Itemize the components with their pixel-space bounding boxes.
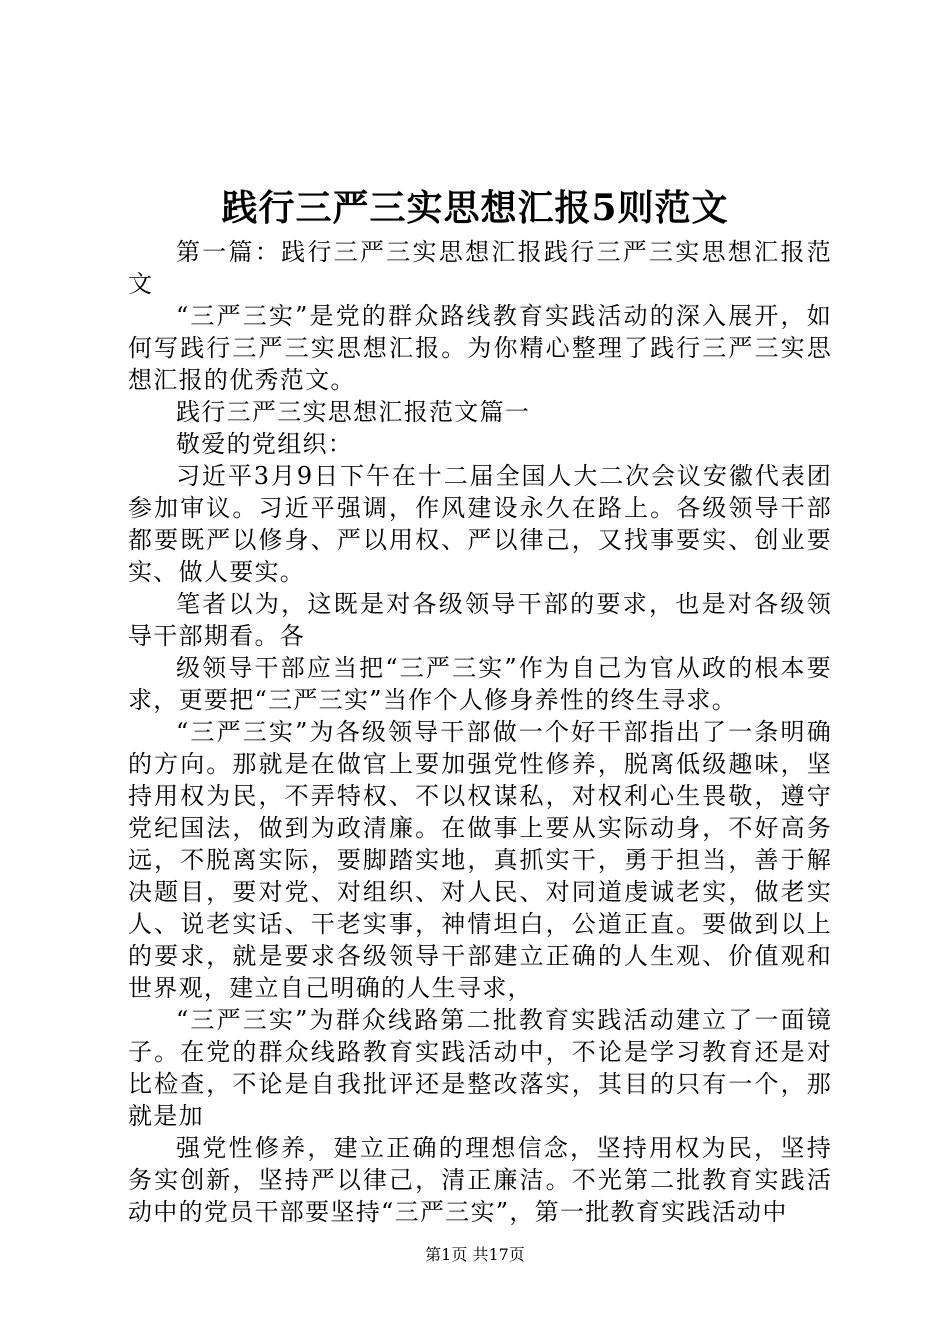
paragraph: “三严三实”为各级领导干部做一个好干部指出了一条明确的方向。那就是在做官上要加强党性修养，脱离低级趣味，坚持用权为民，不弄特权、不以权谋私，对权利心生畏敬，遵守党纪国法，做到为政清廉。在做事上要从实际动身，不好高务远，不脱离实际，要脚踏实地，真抓实干，勇于担当，善于解决题目，要对党、对组织、对人民、对同道虔诚老实，做老实人、说老实话、干老实事，神情坦白，公道正直。要做到以上的要求，就是要求各级领导干部建立正确的人生观、价值观和世界观，建立自己明确的人生寻求，: [128, 718, 832, 1002]
paragraph: 级领导干部应当把“三严三实”作为自己为官从政的根本要求，更要把“三严三实”当作个人修身养性的终生寻求。: [128, 654, 832, 714]
paragraph: 笔者以为，这既是对各级领导干部的要求，也是对各级领导干部期看。各: [128, 590, 832, 650]
paragraph: 敬爱的党组织：: [176, 430, 354, 458]
paragraph: 践行三严三实思想汇报范文篇一: [176, 398, 531, 426]
paragraph: “三严三实”是党的群众路线教育实践活动的深入展开，如何写践行三严三实思想汇报。为你精心整理了践行三严三实思想汇报的优秀范文。: [128, 302, 832, 394]
paragraph: “三严三实”为群众线路第二批教育实践活动建立了一面镜子。在党的群众线路教育实践活动中，不论是学习教育还是对比检查，不论是自我批评还是整改落实，其目的只有一个，那就是加: [128, 1006, 832, 1130]
paragraph: 强党性修养，建立正确的理想信念，坚持用权为民，坚持务实创新，坚持严以律己，清正廉洁。不光第二批教育实践活动中的党员干部要坚持“三严三实”，第一批教育实践活动中: [128, 1134, 832, 1226]
page-footer: 第1页 共17页: [425, 1245, 525, 1264]
paragraph: 习近平3月9日下午在十二届全国人大二次会议安徽代表团参加审议。习近平强调，作风建设永久在路上。各级领导干部都要既严以修身、严以用权、严以律己，又找事要实、创业要实、做人要实。: [128, 462, 832, 586]
document-body: [128, 236, 832, 1228]
document-title: 践行三严三实思想汇报5则范文: [221, 187, 729, 229]
paragraph: 第一篇：践行三严三实思想汇报践行三严三实思想汇报范文: [128, 238, 832, 298]
